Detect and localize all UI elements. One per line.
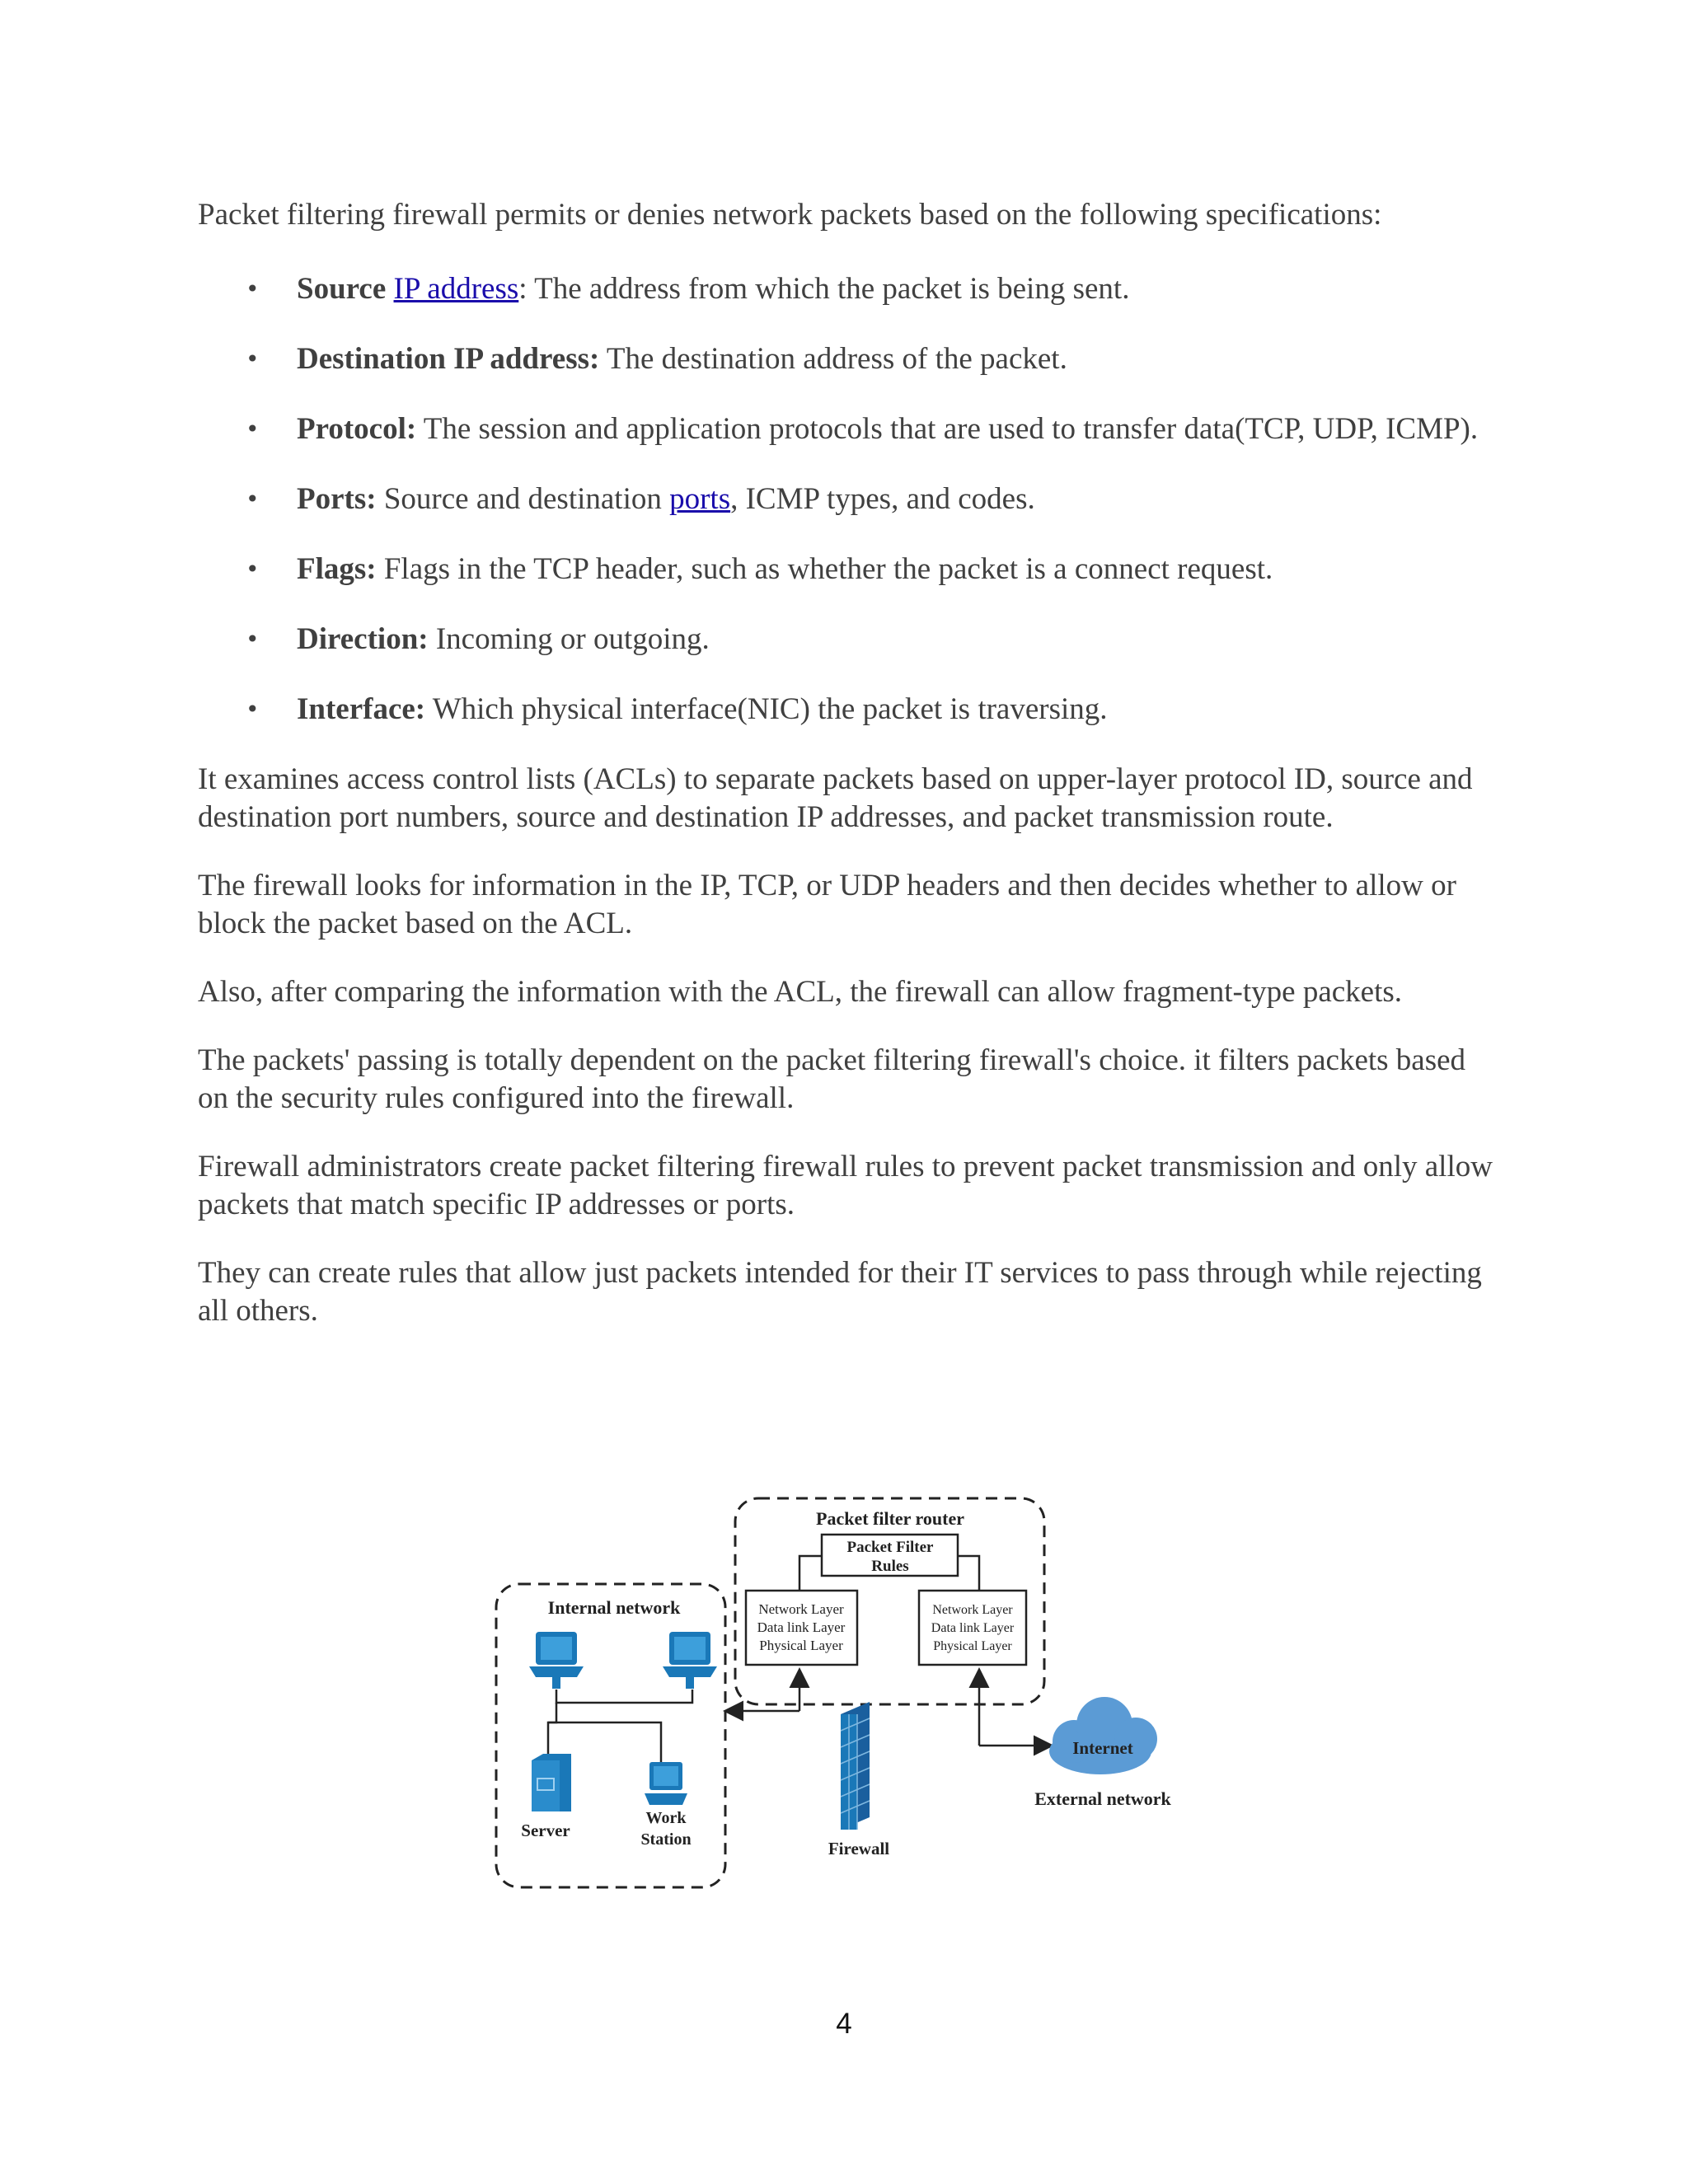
layer-label: Data link Layer	[931, 1621, 1015, 1635]
term-description: Which physical interface(NIC) the packet is traversing.	[425, 692, 1108, 726]
list-item-protocol	[198, 410, 1500, 448]
external-network-label: External network	[1034, 1788, 1171, 1809]
firewall-icon	[841, 1702, 870, 1830]
body-paragraph: They can create rules that allow just packets intended for their IT services to pass through while rejecting all others.	[198, 1256, 1482, 1328]
layer-label: Network Layer	[932, 1603, 1013, 1617]
workstation-icon	[645, 1762, 687, 1805]
layer-label: Physical Layer	[933, 1639, 1012, 1653]
term-label: Interface:	[297, 692, 426, 726]
rules-label-line1: Packet Filter	[846, 1539, 934, 1556]
list-item-flags	[198, 551, 1500, 588]
rules-connector-left	[799, 1556, 822, 1591]
bullet-icon: •	[246, 415, 260, 443]
list-item-source	[198, 270, 1500, 308]
bullet-icon: •	[246, 696, 260, 723]
term-description: The session and application protocols that are used to transfer data(TCP, UDP, ICMP).	[416, 412, 1479, 446]
firewall-label: Firewall	[828, 1839, 890, 1858]
layer-label: Network Layer	[758, 1601, 844, 1617]
packet-filter-diagram	[486, 1483, 1195, 1896]
term-label: Ports:	[297, 482, 377, 516]
term-description: Flags in the TCP header, such as whether the packet is a connect request.	[376, 552, 1273, 586]
specification-list	[198, 270, 1500, 729]
layer-label: Data link Layer	[757, 1619, 846, 1635]
layer-label: Physical Layer	[759, 1638, 843, 1653]
bullet-icon: •	[246, 275, 260, 302]
term-label: Direction:	[297, 622, 429, 656]
list-item-ports	[198, 480, 1500, 518]
body-paragraph: The firewall looks for information in the IP, TCP, or UDP headers and then decides whether to allow or block the packet based on the ACL.	[198, 869, 1456, 940]
server-label: Server	[521, 1821, 570, 1840]
internal-network-title: Internal network	[547, 1597, 681, 1618]
bullet-icon: •	[246, 485, 260, 513]
server-icon	[532, 1754, 571, 1811]
workstation-label-line2: Station	[640, 1830, 692, 1849]
body-paragraph: The packets' passing is totally dependent on the packet filtering firewall's choice. it filters packets based on the security rules configured into the firewall.	[198, 1043, 1466, 1115]
bullet-icon: •	[246, 345, 260, 373]
bullet-icon: •	[246, 626, 260, 653]
term-description: Incoming or outgoing.	[428, 622, 710, 656]
network-diagram-svg	[486, 1483, 1195, 1896]
list-item-direction	[198, 621, 1500, 658]
rules-connector-right	[958, 1556, 979, 1591]
internet-label: Internet	[1072, 1738, 1133, 1758]
intro-paragraph: Packet filtering firewall permits or denies network packets based on the following specifications:	[198, 198, 1382, 232]
router-title: Packet filter router	[816, 1508, 964, 1529]
internal-link	[548, 1703, 556, 1754]
rules-label-line2: Rules	[871, 1558, 909, 1575]
term-description: The destination address of the packet.	[599, 342, 1067, 376]
term-description: , ICMP types, and codes.	[730, 482, 1035, 516]
term-label: Flags:	[297, 552, 377, 586]
ports-link[interactable]: ports	[669, 482, 731, 516]
body-paragraph: Also, after comparing the information with the ACL, the firewall can allow fragment-type packets.	[198, 975, 1403, 1009]
page-number: 4	[836, 2008, 852, 2040]
list-item-interface	[198, 691, 1500, 729]
term-label: Destination IP address:	[297, 342, 600, 376]
computer-icon	[529, 1632, 584, 1689]
term-label: Source	[297, 272, 387, 306]
document-body	[198, 196, 1500, 1361]
computer-icon	[663, 1632, 717, 1689]
term-description: Source and destination	[376, 482, 670, 516]
internal-link	[556, 1690, 692, 1703]
term-description: : The address from which the packet is being sent.	[518, 272, 1130, 306]
workstation-label-line1: Work	[645, 1809, 687, 1827]
internal-link	[625, 1722, 661, 1762]
body-paragraph: It examines access control lists (ACLs) to separate packets based on upper-layer protocol ID, source and destination port numbers, source and destination IP addresses, and packet transmission route.	[198, 762, 1473, 834]
body-paragraph: Firewall administrators create packet filtering firewall rules to prevent packet transmission and only allow packets that match specific IP addresses or ports.	[198, 1150, 1493, 1221]
internet-cloud-icon	[1049, 1697, 1157, 1774]
ip-address-link[interactable]: IP address	[393, 272, 519, 306]
list-item-destination	[198, 340, 1500, 378]
term-label: Protocol:	[297, 412, 417, 446]
bullet-icon: •	[246, 555, 260, 583]
